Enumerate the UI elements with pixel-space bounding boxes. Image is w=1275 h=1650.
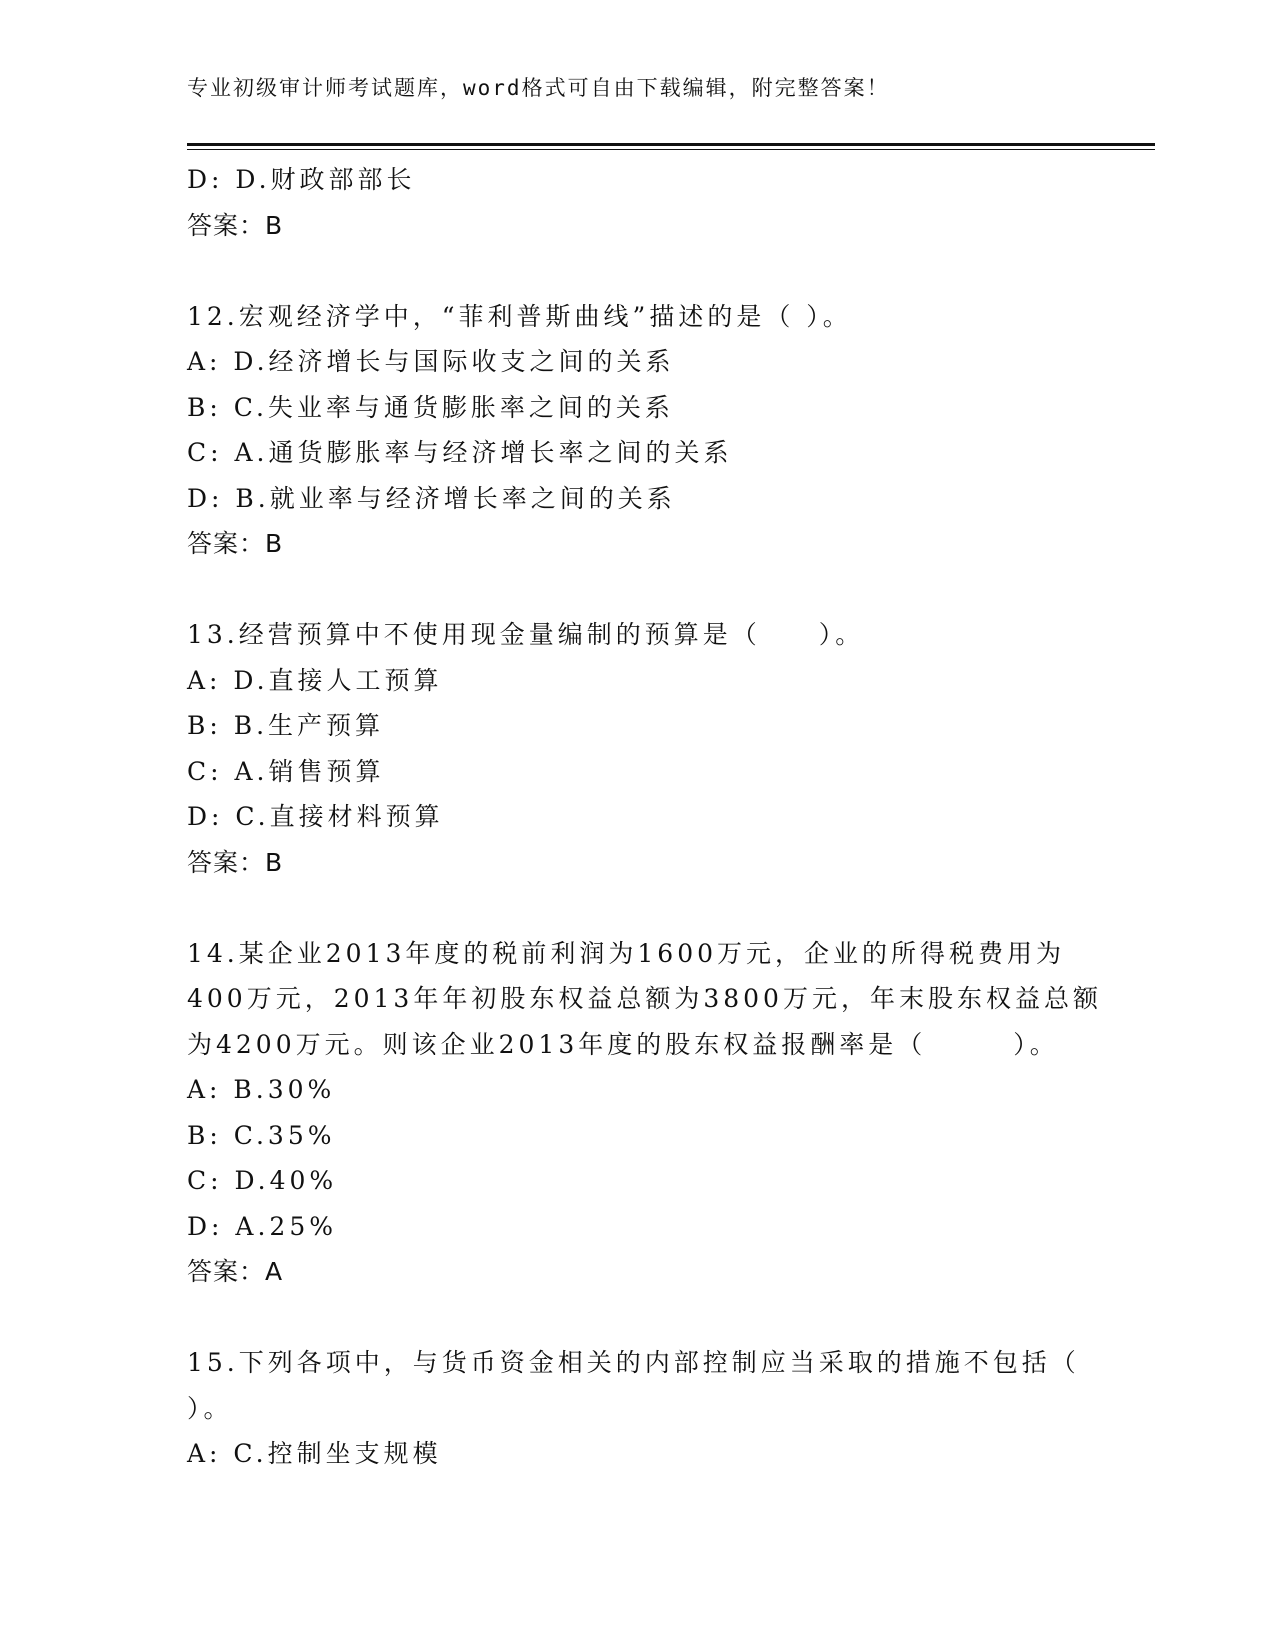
question-stem: 12.宏观经济学中，“菲利普斯曲线”描述的是（ ）。 (187, 301, 852, 331)
spacer (187, 567, 1087, 613)
answer-line: 答案：B (187, 847, 284, 877)
option-line: C: A.销售预算 (187, 756, 385, 786)
question-stem: 14.某企业2013年度的税前利润为1600万元，企业的所得税费用为 (187, 938, 1066, 968)
option-line: A: D.直接人工预算 (187, 665, 443, 695)
question-stem: 13.经营预算中不使用现金量编制的预算是（ ）。 (187, 620, 865, 649)
spacer (187, 885, 1087, 931)
answer-line: 答案：A (187, 1257, 284, 1286)
option-line: A: B.30% (187, 1075, 336, 1104)
header-rule-thin (187, 149, 1155, 150)
answer-line: 答案：B (187, 210, 284, 240)
option-line: D: C.直接材料预算 (187, 802, 444, 831)
option-line: B: C.35% (187, 1120, 336, 1150)
page-header: 专业初级审计师考试题库，word格式可自由下载编辑，附完整答案！ (187, 76, 890, 100)
answer-line: 答案：B (187, 529, 284, 558)
option-line: B: C.失业率与通货膨胀率之间的关系 (187, 392, 674, 422)
question-stem: ）。 (187, 1393, 233, 1423)
option-line: D: A.25% (187, 1211, 337, 1241)
spacer (187, 1295, 1087, 1341)
option-line: C: A.通货膨胀率与经济增长率之间的关系 (187, 438, 733, 467)
option-line: C: D.40% (187, 1166, 338, 1195)
question-stem: 为4200万元。则该企业2013年度的股东权益报酬率是（ ）。 (187, 1029, 1059, 1059)
spacer (187, 248, 1087, 294)
option-line: B: B.生产预算 (187, 711, 385, 740)
question-stem: 400万元，2013年年初股东权益总额为3800万元，年末股东权益总额 (187, 984, 1102, 1013)
option-line: D: B.就业率与经济增长率之间的关系 (187, 483, 676, 513)
question-stem: 15.下列各项中，与货币资金相关的内部控制应当采取的措施不包括（ (187, 1348, 1080, 1377)
option-line: D: D.财政部部长 (187, 165, 416, 194)
header-rule-thick (187, 143, 1155, 146)
option-line: A: C.控制坐支规模 (187, 1439, 442, 1468)
option-line: A: D.经济增长与国际收支之间的关系 (187, 347, 675, 376)
question-content (187, 157, 1102, 1477)
